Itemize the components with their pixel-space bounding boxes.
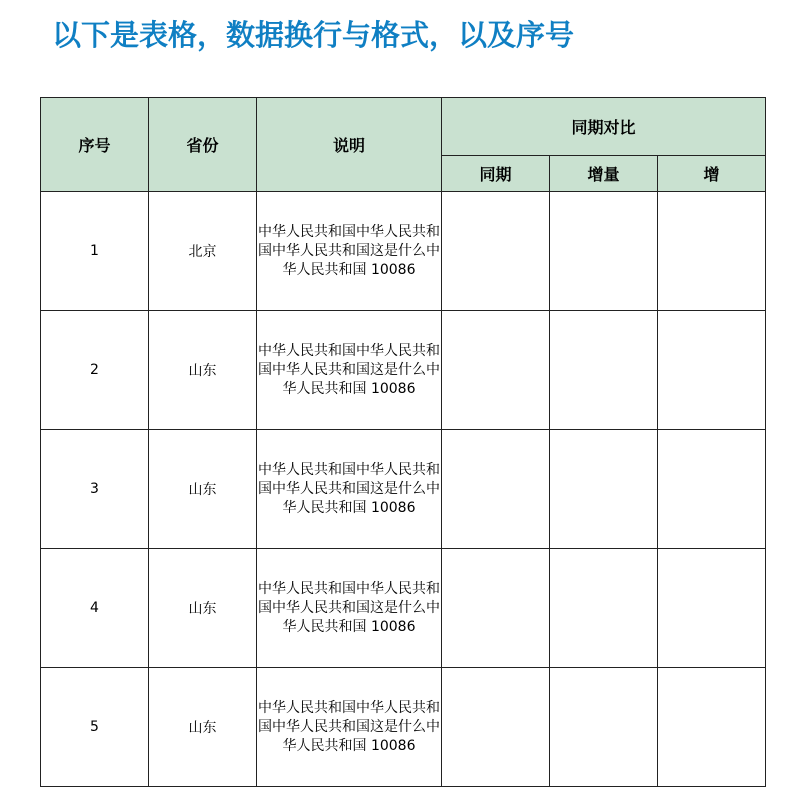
header-description: 说明: [257, 98, 442, 192]
table-row: [41, 668, 766, 787]
cell-increment: [550, 311, 658, 430]
header-index: 序号: [41, 98, 149, 192]
header-row: [41, 98, 766, 156]
cell-province: 山东: [149, 311, 257, 430]
page-title: 以下是表格，数据换行与格式，以及序号: [52, 18, 575, 52]
header-growth: 增: [658, 156, 766, 192]
cell-index: 3: [41, 430, 149, 549]
cell-description: 中华人民共和国中华人民共和国中华人民共和国这是什么中华人民共和国 10086: [257, 192, 442, 311]
cell-province: 山东: [149, 430, 257, 549]
header-comparison: 同期对比: [442, 98, 766, 156]
data-table: [40, 97, 766, 787]
cell-description: 中华人民共和国中华人民共和国中华人民共和国这是什么中华人民共和国 10086: [257, 549, 442, 668]
cell-yoy: [442, 311, 550, 430]
cell-index: 5: [41, 668, 149, 787]
cell-increment: [550, 668, 658, 787]
cell-description: 中华人民共和国中华人民共和国中华人民共和国这是什么中华人民共和国 10086: [257, 311, 442, 430]
cell-growth: [658, 668, 766, 787]
cell-growth: [658, 549, 766, 668]
cell-yoy: [442, 549, 550, 668]
header-province: 省份: [149, 98, 257, 192]
cell-yoy: [442, 430, 550, 549]
cell-growth: [658, 430, 766, 549]
cell-province: 北京: [149, 192, 257, 311]
cell-province: 山东: [149, 668, 257, 787]
cell-description: 中华人民共和国中华人民共和国中华人民共和国这是什么中华人民共和国 10086: [257, 668, 442, 787]
cell-yoy: [442, 668, 550, 787]
table-row: [41, 549, 766, 668]
table-row: [41, 192, 766, 311]
cell-yoy: [442, 192, 550, 311]
table-row: [41, 311, 766, 430]
cell-index: 1: [41, 192, 149, 311]
table-row: [41, 430, 766, 549]
cell-description: 中华人民共和国中华人民共和国中华人民共和国这是什么中华人民共和国 10086: [257, 430, 442, 549]
header-increment: 增量: [550, 156, 658, 192]
cell-index: 2: [41, 311, 149, 430]
cell-increment: [550, 549, 658, 668]
cell-index: 4: [41, 549, 149, 668]
cell-increment: [550, 192, 658, 311]
cell-increment: [550, 430, 658, 549]
cell-province: 山东: [149, 549, 257, 668]
header-yoy: 同期: [442, 156, 550, 192]
cell-growth: [658, 311, 766, 430]
cell-growth: [658, 192, 766, 311]
